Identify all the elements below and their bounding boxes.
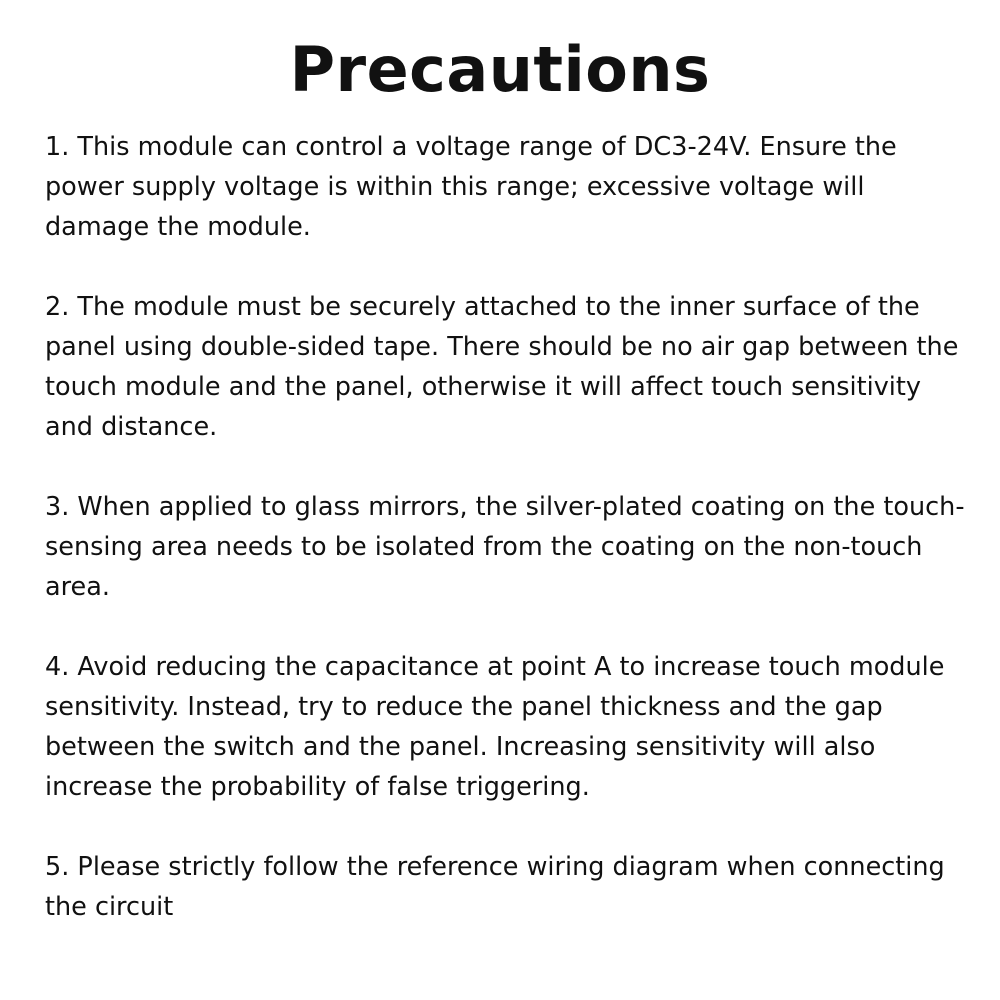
precaution-item: 5. Please strictly follow the reference wiring diagram when connecting the circuit [45,852,945,922]
precaution-item: 3. When applied to glass mirrors, the silver-plated coating on the touch-sensing area needs to be isolated from the coating on the non-touch area. [45,492,965,602]
precaution-item: 4. Avoid reducing the capacitance at point A to increase touch module sensitivity. Instead, try to reduce the panel thickness and the gap between the switch and the panel. Increasing sensitivity will also increase the probability of false triggering. [45,652,945,802]
precaution-item: 1. This module can control a voltage range of DC3-24V. Ensure the power supply voltage is within this range; excessive voltage will damage the module. [45,132,897,242]
precaution-item: 2. The module must be securely attached to the inner surface of the panel using double-sided tape. There should be no air gap between the touch module and the panel, otherwise it will affect touch sensitivity and distance. [45,292,959,442]
precautions-list [45,127,975,927]
page-title: Precautions [289,33,711,106]
